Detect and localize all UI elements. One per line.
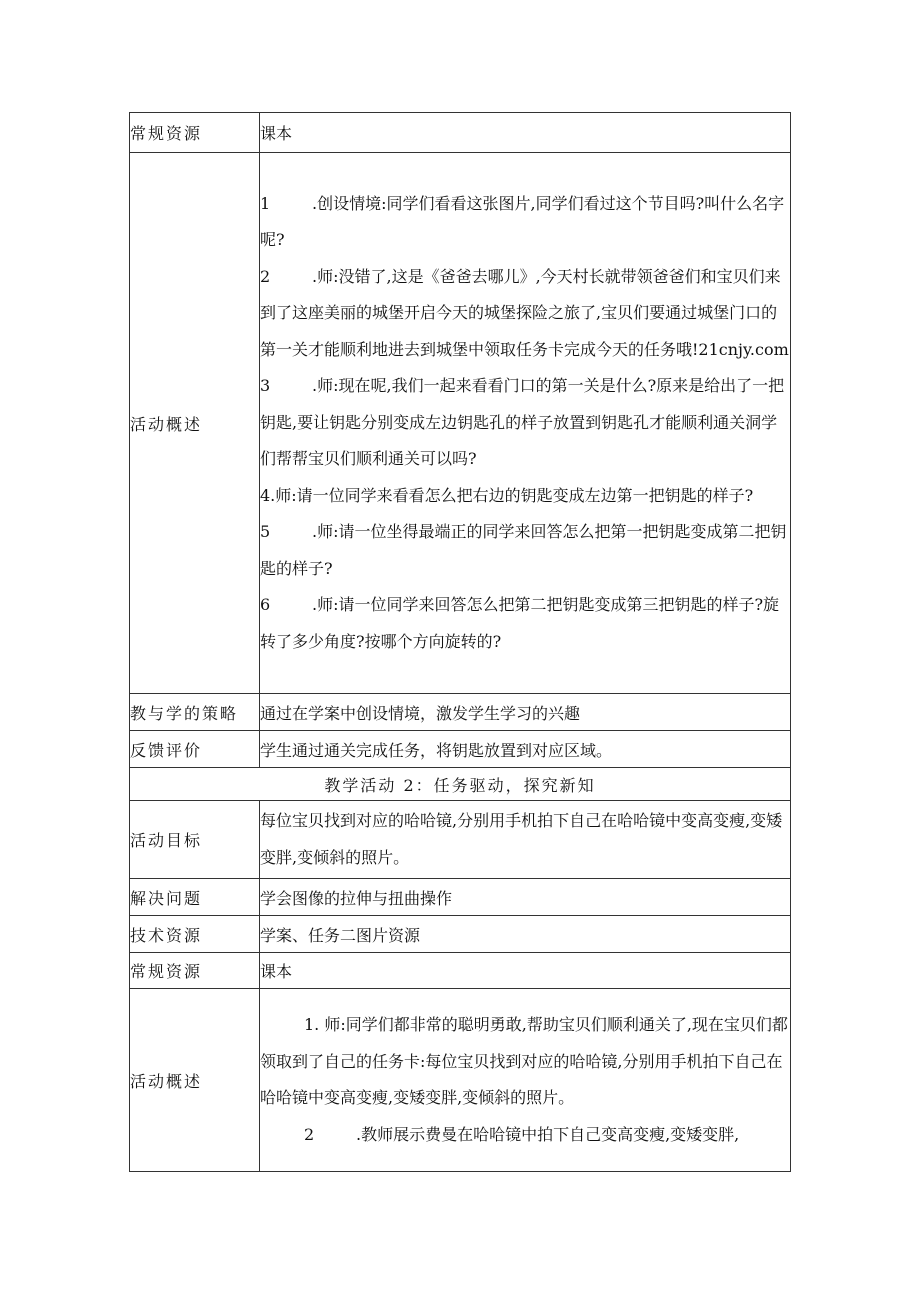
item-number: 5 [260, 522, 271, 542]
section-title: 教学活动 2：任务驱动，探究新知 [130, 768, 791, 801]
row-label: 活动概述 [130, 153, 260, 694]
lesson-plan-table [129, 112, 791, 1172]
activity-overview-cell [260, 989, 791, 1172]
row-value: 课本 [260, 953, 791, 989]
item-text: .教师展示费曼在哈哈镜中拍下自己变高变瘦,变矮变胖, [356, 1124, 740, 1144]
item-text: .师:没错了,这是《爸爸去哪儿》,今天村长就带领爸爸们和宝贝们来到了这座美丽的城堡开启今天的城堡探险之旅了,宝贝们要通过城堡门口的第一关才能顺利地进去到城堡中领取任务卡完成今天的任务哦!21cnjy.com [260, 266, 789, 359]
row-label: 常规资源 [130, 113, 260, 153]
row-label: 反馈评价 [130, 731, 260, 768]
list-item [260, 587, 790, 660]
table-row [130, 731, 791, 768]
row-value: 学会图像的拉伸与扭曲操作 [260, 879, 791, 916]
table-row [130, 916, 791, 953]
item-number: 1 [260, 193, 271, 213]
item-text: .师:现在呢,我们一起来看看门口的第一关是什么?原来是给出了一把钥匙,要让钥匙分别变成左边钥匙孔的样子放置到钥匙孔才能顺利通关洞学们帮帮宝贝们顺利通关可以吗? [260, 376, 785, 469]
row-value-text: 每位宝贝找到对应的哈哈镜,分别用手机拍下自己在哈哈镜中变高变瘦,变矮变胖,变倾斜的照片。 [260, 811, 783, 867]
row-value: 学生通过通关完成任务，将钥匙放置到对应区域。 [260, 731, 791, 768]
item-text: .创设情境:同学们看看这张图片,同学们看过这个节目吗?叫什么名字呢? [260, 193, 785, 250]
item-number: 3 [260, 376, 271, 396]
activity-overview-cell [260, 153, 791, 694]
table-row [130, 113, 791, 153]
table-row [130, 989, 791, 1172]
row-label: 解决问题 [130, 879, 260, 916]
table-row [130, 768, 791, 801]
row-label: 常规资源 [130, 953, 260, 989]
row-label: 活动概述 [130, 989, 260, 1172]
row-label: 技术资源 [130, 916, 260, 953]
item-text: .师:请一位同学来回答怎么把第二把钥匙变成第三把钥匙的样子?旋转了多少角度?按哪个方向旋转的? [260, 595, 780, 651]
list-item [260, 186, 790, 259]
table-row [130, 153, 791, 694]
list-item [260, 514, 790, 587]
row-value: 通过在学案中创设情境，激发学生学习的兴趣 [260, 694, 791, 731]
row-label: 教与学的策略 [130, 694, 260, 731]
list-item [260, 368, 790, 478]
table-row [130, 953, 791, 989]
row-value: 学案、任务二图片资源 [260, 916, 791, 953]
item-number: 2 [304, 1124, 315, 1144]
item-number: 6 [260, 595, 271, 615]
item-text: 4.师:请一位同学来看看怎么把右边的钥匙变成左边第一把钥匙的样子? [260, 485, 754, 505]
table-row [130, 694, 791, 731]
table-row [130, 801, 791, 879]
row-label: 活动目标 [130, 801, 260, 879]
list-item [260, 478, 790, 515]
item-number: 2 [260, 266, 271, 286]
row-value: 课本 [260, 113, 791, 153]
list-item [260, 1117, 790, 1154]
list-item: 1. 师:同学们都非常的聪明勇敢,帮助宝贝们顺利通关了,现在宝贝们都领取到了自己的任务卡:每位宝贝找到对应的哈哈镜,分别用手机拍下自己在哈哈镜中变高变瘦,变矮变胖,变倾斜的照片。 [260, 1015, 788, 1107]
item-text: .师:请一位坐得最端正的同学来回答怎么把第一把钥匙变成第二把钥匙的样子? [260, 522, 787, 578]
table-row [130, 879, 791, 916]
list-item [260, 259, 790, 369]
row-value [260, 801, 791, 879]
